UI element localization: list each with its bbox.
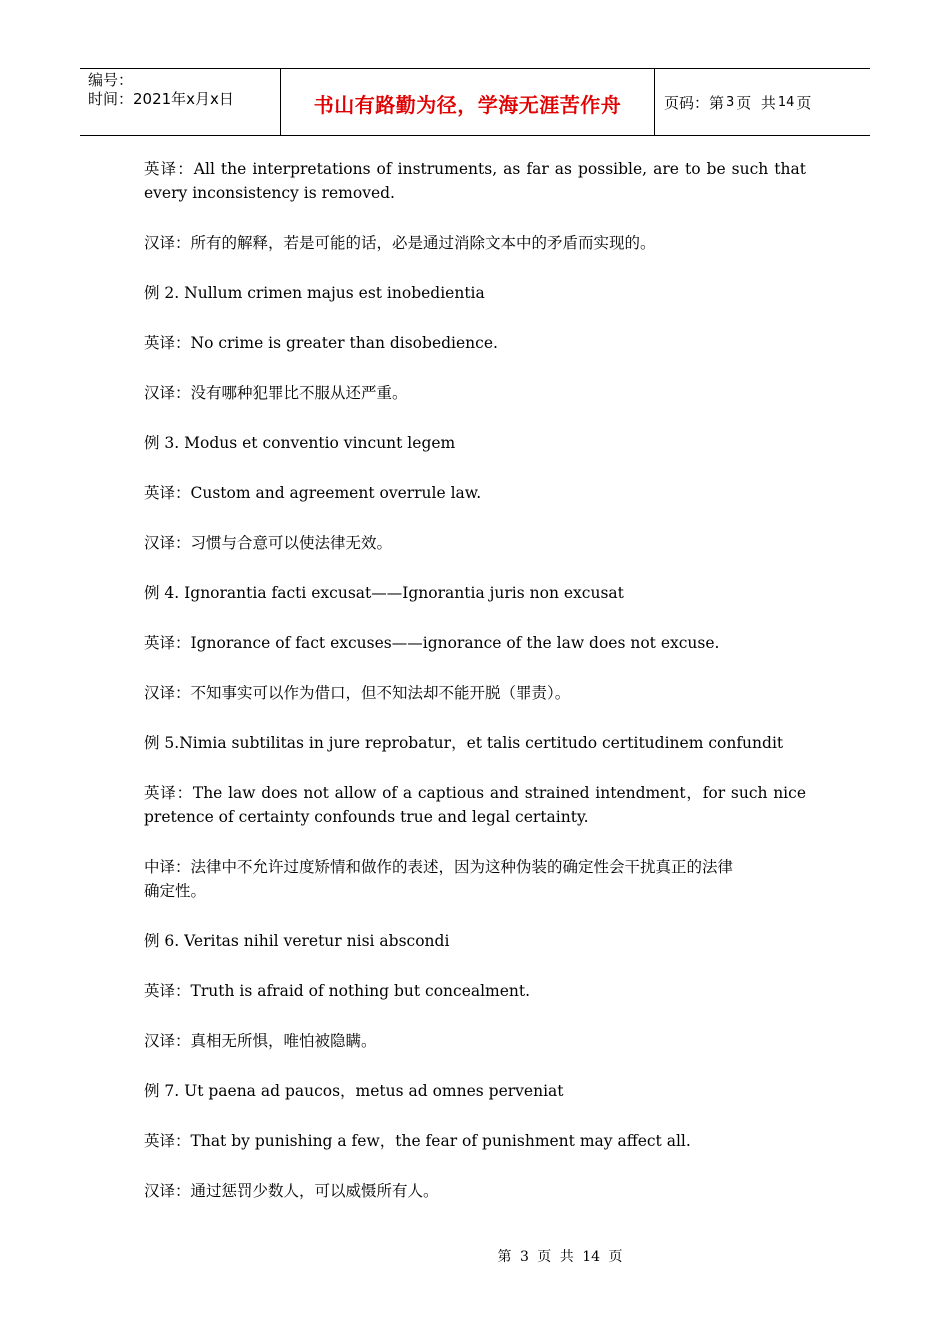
paragraph: 汉译：不知事实可以作为借口，但不知法却不能开脱（罪责）。 [144, 684, 571, 702]
paragraph: 汉译：习惯与合意可以使法律无效。 [144, 534, 393, 552]
motto: 书山有路勤为径，学海无涯苦作舟 [313, 92, 622, 117]
paragraph: 例 3. Modus et conventio vincunt legem [144, 434, 456, 452]
page-total: 14 [777, 94, 795, 110]
paragraph: 例 4. Ignorantia facti excusat——Ignorantia juris non excusat [144, 584, 624, 602]
paragraph: 汉译：没有哪种犯罪比不服从还严重。 [144, 384, 408, 402]
page-middle: 页 共 [736, 93, 776, 112]
page-header [80, 68, 870, 136]
paragraph: 英译：No crime is greater than disobedience. [144, 334, 498, 352]
paragraph: 汉译：所有的解释，若是可能的话，必是通过消除文本中的矛盾而实现的。 [144, 234, 656, 252]
page-current: 3 [726, 94, 735, 110]
paragraph: 例 7. Ut paena ad paucos，metus ad omnes perveniat [144, 1082, 564, 1100]
paragraph: 英译：Ignorance of fact excuses——ignorance of the law does not excuse. [144, 634, 720, 652]
paragraph: 例 2. Nullum crimen majus est inobedientia [144, 284, 485, 302]
paragraph: 例 6. Veritas nihil veretur nisi abscondi [144, 932, 450, 950]
header-page-info [655, 69, 870, 135]
header-motto-cell [281, 69, 655, 135]
paragraph: 英译：Custom and agreement overrule law. [144, 484, 482, 502]
document-body [144, 157, 806, 1229]
page-suffix: 页 [796, 93, 812, 112]
header-meta [80, 69, 281, 135]
time-label: 时间：2021年x月x日 [88, 90, 234, 108]
paragraph: 英译：Truth is afraid of nothing but concealment. [144, 982, 531, 1000]
page-prefix: 页码：第 [664, 93, 725, 112]
number-label: 编号： [88, 71, 134, 89]
paragraph: 中译：法律中不允许过度矫情和做作的表述，因为这种伪装的确定性会干扰真正的法律确定性。 [144, 858, 734, 900]
page-footer: 第 3 页 共 14 页 [497, 1249, 623, 1265]
paragraph: 英译：That by punishing a few，the fear of punishment may affect all. [144, 1132, 691, 1150]
paragraph: 汉译：真相无所惧，唯怕被隐瞒。 [144, 1032, 377, 1050]
paragraph: 汉译：通过惩罚少数人，可以威慑所有人。 [144, 1182, 439, 1200]
paragraph: 例 5.Nimia subtilitas in jure reprobatur，et talis certitudo certitudinem confundit [144, 734, 784, 752]
paragraph: 英译：All the interpretations of instruments, as far as possible, are to be such that every inconsistency is removed. [144, 160, 806, 202]
paragraph: 英译：The law does not allow of a captious and strained intendment，for such nice pretence of certainty confounds true and legal certainty. [144, 784, 806, 826]
